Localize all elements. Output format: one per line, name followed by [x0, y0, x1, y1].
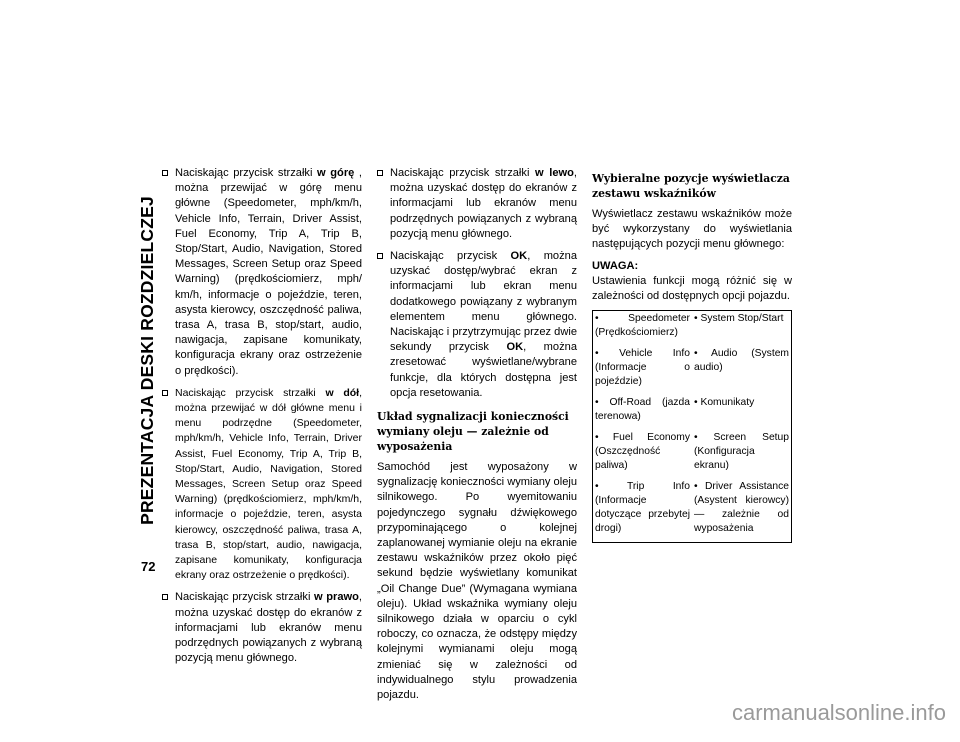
- bullet-arrow-right: [162, 590, 362, 666]
- table-cell: • Off-Road (jazda terenowa): [595, 397, 690, 423]
- table-cell: • Audio (System audio): [694, 348, 789, 374]
- column-3: [592, 166, 792, 543]
- table-cell: • Driver Assistance (Asystent kierowcy) — zależnie od wyposażenia: [694, 481, 789, 535]
- bullet-ok: [377, 249, 577, 401]
- column-1: [162, 166, 362, 674]
- oil-change-heading: Układ sygnalizacji konieczności wymiany oleju — zależnie od wyposażenia: [377, 410, 569, 454]
- square-bullet-icon: [377, 170, 383, 176]
- note-text: Ustawienia funkcji mogą różnić się w zależności od dostępnych opcji pojazdu.: [592, 274, 792, 303]
- oil-change-paragraph: Samochód jest wyposażony w sygnalizację konieczności wymiany oleju silnikowego. Po wyemitowaniu pojedynczego sygnału dźwiękowego przypominającego o kolejnej zaplanowanej wymianie oleju na ekranie zestawu wskaźników przez około pięć sekund będzie wyświetlany komunikat „Oil Change Due” (Wymagana wymiana oleju). Układ wskaźnika wymiany oleju silnikowego działa w oparciu o cykl roboczy, co oznacza, że odstępy między kolejnymi wymianami oleju mogą zmieniać się w zależności od indywidualnego stylu prowadzenia pojazdu.: [377, 461, 577, 702]
- table-row: [593, 479, 792, 543]
- square-bullet-icon: [162, 594, 168, 600]
- column-2: [377, 166, 577, 709]
- table-row: [593, 311, 792, 347]
- bullet-arrow-down: [162, 386, 362, 584]
- table-row: [593, 430, 792, 479]
- square-bullet-icon: [162, 390, 168, 396]
- table-cell: • Komunikaty: [694, 397, 755, 409]
- table-row: [593, 346, 792, 395]
- bullet-text: Naciskając przycisk strzałki w dół, można przewijać w dół główne menu i menu podrzędne (Speedometer, mph/km/h, Vehicle Info, Terrain, Driver Assist, Fuel Economy, Trip A, Trip B, Stop/Start, Audio, Navigation, Stored Messages, Screen Setup oraz Speed Warning) (prędkościomierz, mph/km/h, informacje o pojeździe, teren, asysta kierowcy, oszczędność paliwa, trasa A, trasa B, stop/start, audio, nawigacja, zapisane komunikaty, konfiguracja ekrany oraz ostrzeżenie o prędkości).: [175, 386, 362, 582]
- watermark: carmanualsonline.info: [731, 700, 946, 725]
- square-bullet-icon: [162, 170, 168, 176]
- bullet-arrow-up: [162, 166, 362, 379]
- bullet-text: Naciskając przycisk OK, można uzyskać dostęp/wybrać ekran z informacjami lub ekran menu dodatkowego powiązany z wybranym elementem menu głównego. Naciskając i przytrzymując przez dwie sekundy przycisk OK, można zresetować wyświetlane/wybrane funkcje, dla których dostępna jest opcja resetowania.: [390, 250, 577, 399]
- table-cell: • Fuel Economy (Oszczędność paliwa): [595, 432, 690, 472]
- bullet-arrow-left: [377, 166, 577, 242]
- table-cell: • Trip Info (Informacje dotyczące przebytej drogi): [595, 481, 690, 535]
- section-tab: [136, 173, 158, 548]
- table-cell: • Vehicle Info (Informacje o pojeździe): [595, 348, 690, 388]
- selectable-items-heading: Wybieralne pozycje wyświetlacza zestawu wskaźników: [592, 172, 790, 200]
- table-row: [593, 395, 792, 430]
- bullet-text: Naciskając przycisk strzałki w lewo, można uzyskać dostęp do ekranów z informacjami lub ekranów menu podrzędnych powiązanych z wybraną pozycją menu głównego.: [390, 167, 577, 240]
- bullet-text: Naciskając przycisk strzałki w górę , można przewijać w górę menu główne (Speedometer, mph/km/h, Vehicle Info, Terrain, Driver Assist, Fuel Economy, Trip A, Trip B, Stop/Start, Audio, Navigation, Stored Messages, Screen Setup oraz Speed Warning) (prędkościomierz, mph/ km/h, informacje o pojeździe, teren, asysta kierowcy, oszczędność paliwa, trasa A, trasa B, stop/start, audio, nawigacja, zapisane komunikaty, konfiguracja ekrany oraz ostrzeżenie o prędkości).: [175, 167, 362, 377]
- page-number: 72: [141, 559, 156, 574]
- selectable-items-intro: Wyświetlacz zestawu wskaźników może być wykorzystany do wyświetlania następujących pozycji menu głównego:: [592, 208, 792, 251]
- table-cell: • Speedometer (Prędkościomierz): [595, 313, 690, 339]
- note-title: UWAGA:: [592, 259, 639, 272]
- table-cell: • System Stop/Start: [694, 313, 784, 325]
- square-bullet-icon: [377, 253, 383, 259]
- table-cell: • Screen Setup (Konfiguracja ekranu): [694, 432, 789, 472]
- section-title: PREZENTACJA DESKI ROZDZIELCZEJ: [136, 196, 157, 525]
- bullet-text: Naciskając przycisk strzałki w prawo, można uzyskać dostęp do ekranów z informacjami lub ekranów menu podrzędnych powiązanych z wybraną pozycją menu głównego.: [175, 591, 362, 665]
- menu-items-table: [592, 310, 792, 543]
